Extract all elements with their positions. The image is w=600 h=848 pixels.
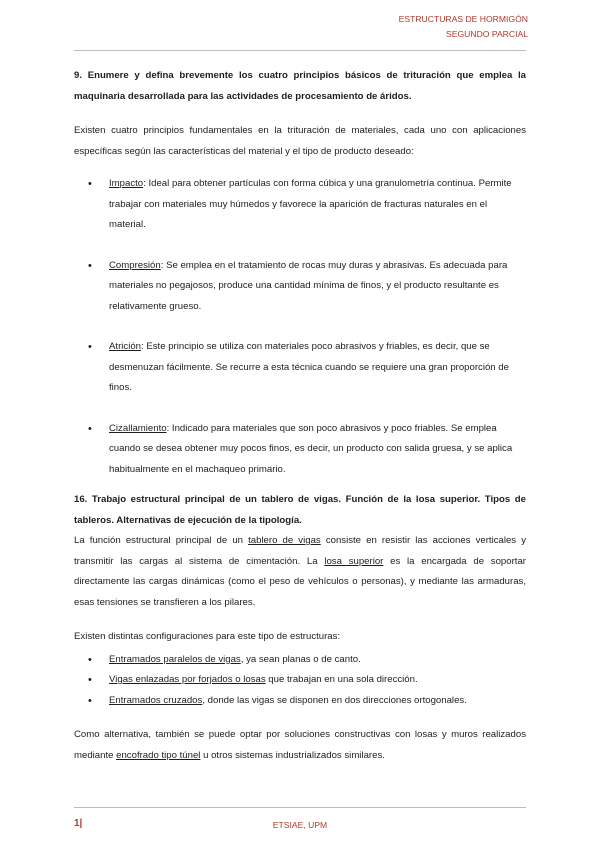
list-item [74,256,526,318]
definition: que trabajan en una sola dirección. [265,674,418,685]
text: consiste en resistir las acciones verticales y transmitir las cargas al sistema de cimentación. La [74,535,527,567]
term: losa superior [324,555,384,567]
question-16-title: 16. Trabajo estructural principal de un tablero de vigas. Función de la losa superior. Tipos de tableros. Alternativas de ejecución de la tipología. [74,494,526,526]
term: Atrición [109,341,141,352]
principles-list [74,174,526,480]
term: Compresión [109,259,161,271]
header-divider [74,50,526,51]
footer-institution: ETSIAE, UPM [272,820,328,830]
text: Como alternativa, también se puede optar por soluciones constructivas con losas y muros realizados mediante [74,729,526,761]
page-header [399,12,528,42]
configurations-list [74,650,526,712]
term: tablero de vigas [248,535,321,546]
term: encofrado tipo túnel [116,749,201,761]
term: Vigas enlazadas por forjados o losas [109,674,266,685]
term: Impacto [109,178,144,189]
question-16-paragraph-1 [74,531,526,613]
text: es la encargada de soportar directamente las cargas dinámicas (como el peso de vehículos o personas), y mediante las armaduras, esas tensiones se transfieren a los pilares. [74,555,526,608]
question-9-title: 9. Enumere y defina brevemente los cuatro principios básicos de trituración que emplea la maquinaria desarrollada para las actividades de procesamiento de áridos. [74,70,526,102]
question-16-paragraph-3 [74,725,526,766]
footer-divider [74,807,526,808]
definition: : Este principio se utiliza con materiales poco abrasivos y friables, es decir, que se desmenuzan fácilmente. Se recurre a esta técnica cuando se requiere una gran proporción de finos. [109,341,509,393]
list-item [74,174,526,236]
definition: : Ideal para obtener partículas con forma cúbica y una granulometría continua. Permite trabajar con materiales muy húmedos y favorece la aparición de fracturas naturales en el material. [109,178,512,230]
term: Cizallamiento [109,422,167,434]
text: La función estructural principal de un [74,535,249,546]
header-exam-part: SEGUNDO PARCIAL [446,29,528,39]
definition: : Indicado para materiales que son poco abrasivos y poco friables. Se emplea cuando se desea obtener muy pocos finos, es decir, un producto con salida gruesa, y se aplica habitualmente en el machaqueo primario. [109,422,513,475]
list-item [74,337,526,399]
list-item [74,419,526,481]
page-number: 1| [74,818,83,829]
text: u otros sistemas industrializados similares. [200,749,385,761]
list-item [74,650,526,671]
page-content [74,66,526,766]
term: Entramados paralelos de vigas [109,653,241,665]
question-16-paragraph-2: Existen distintas configuraciones para este tipo de estructuras: [74,631,341,642]
term: Entramados cruzados [109,694,203,706]
list-item [74,691,526,712]
list-item [74,670,526,691]
definition: , donde las vigas se disponen en dos direcciones ortogonales. [202,694,467,706]
header-course-title: ESTRUCTURAS DE HORMIGÓN [398,14,528,24]
definition: : Se emplea en el tratamiento de rocas muy duras y abrasivas. Es adecuada para materiales no pegajosos, produce una cantidad mínima de finos, y el producto resultante es relativamente grueso. [109,259,508,312]
question-9-intro: Existen cuatro principios fundamentales en la trituración de materiales, cada uno con aplicaciones específicas según las características del material y el tipo de producto deseado: [74,125,526,157]
definition: , ya sean planas o de canto. [240,653,361,665]
